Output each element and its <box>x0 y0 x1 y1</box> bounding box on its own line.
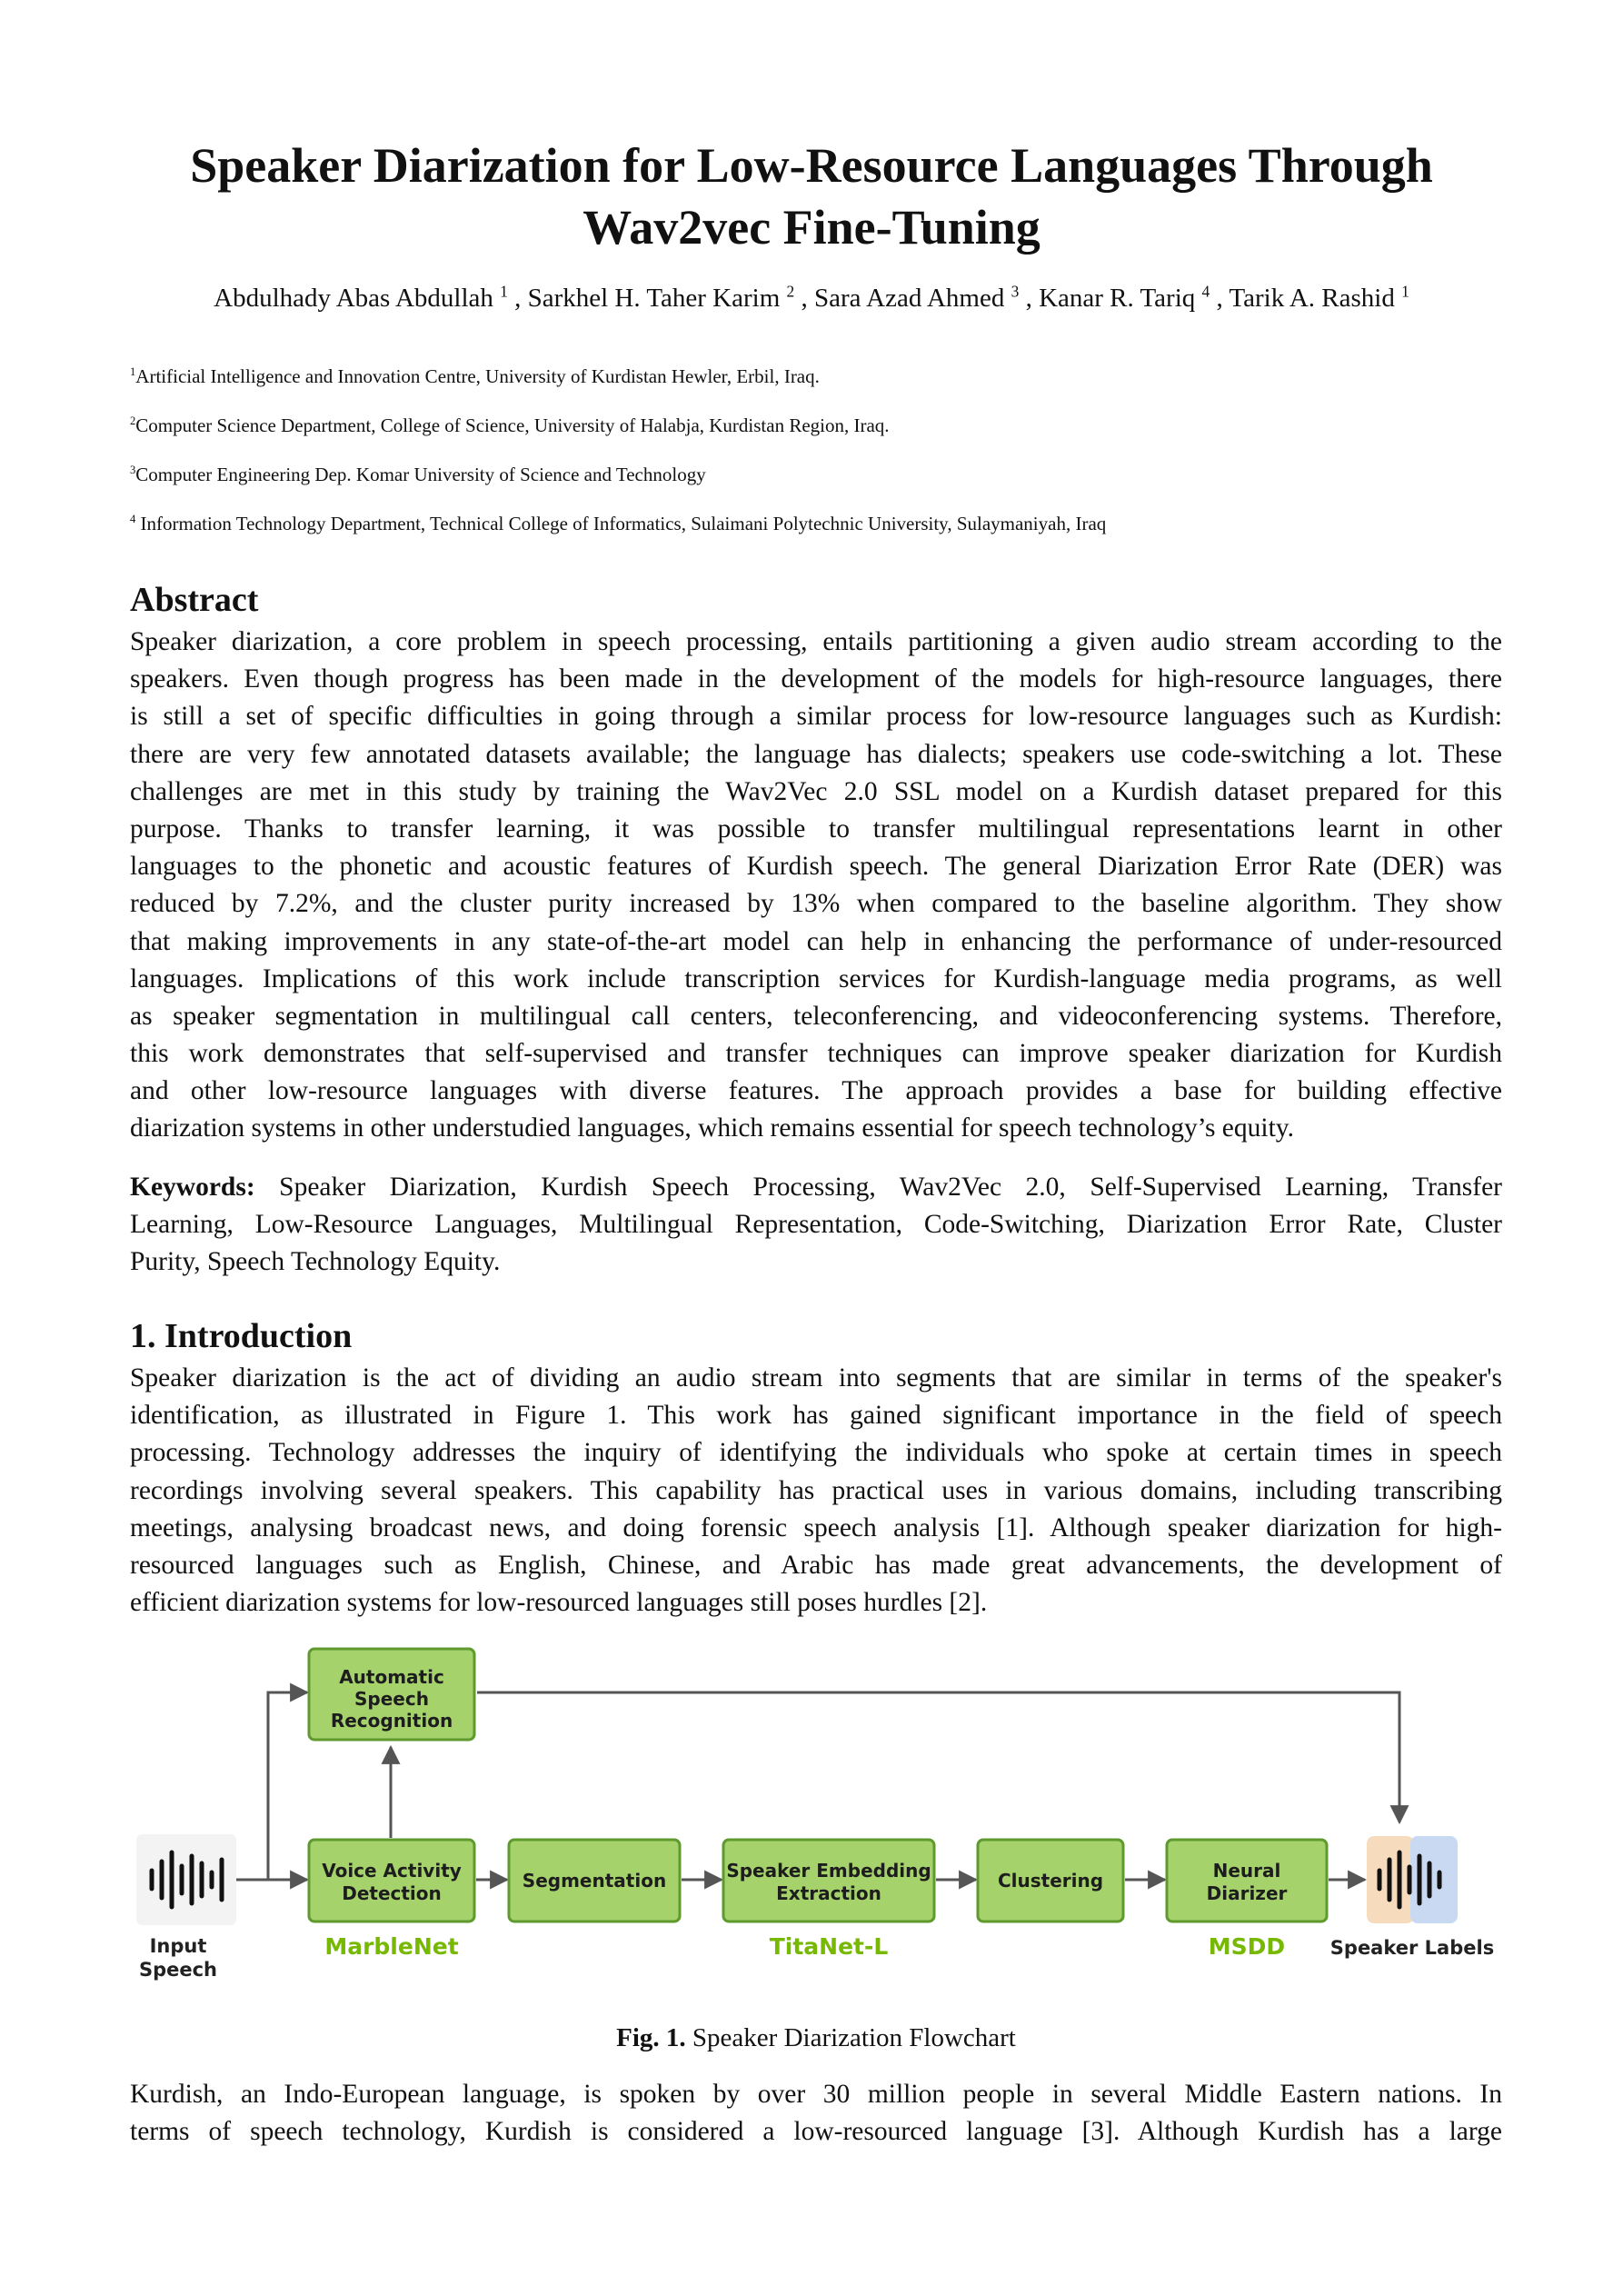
embedding-label-1: Speaker Embedding <box>726 1860 931 1882</box>
author-sup: 1 <box>1401 282 1409 301</box>
intro-line: meetings, analysing broadcast news, and doing forensic speech analysis [1]. Although speaker diarization for high- <box>130 1512 1502 1542</box>
author-name: Kanar R. Tariq <box>1039 284 1196 313</box>
keywords-text: Speaker Diarization, Kurdish Speech Processing, Wav2Vec 2.0, Self-Supervised Learning, Transfer <box>254 1173 1502 1202</box>
title-line-1: Speaker Diarization for Low-Resource Languages Through <box>190 138 1433 193</box>
abstract-line: diarization systems in other understudied languages, which remains essential for speech technology’s equity. <box>130 1113 1295 1143</box>
abstract-body <box>130 624 1502 1148</box>
author-name: Sarkhel H. Taher Karim <box>527 284 781 313</box>
keywords-label: Keywords: <box>130 1173 255 1202</box>
vad-label-1: Voice Activity <box>322 1860 462 1882</box>
affiliation-sup: 3 <box>130 464 136 476</box>
author-name: Abdulhady Abas Abdullah <box>214 284 493 313</box>
author-sup: 4 <box>1201 282 1210 301</box>
speaker-labels-waveform-icon <box>1367 1836 1458 1923</box>
author-sup: 1 <box>500 282 508 301</box>
intro-line: identification, as illustrated in Figure 1. This work has gained significant importance in the field of speech <box>130 1401 1502 1431</box>
keywords <box>130 1169 1502 1282</box>
abstract-line: languages to the phonetic and acoustic features of Kurdish speech. The general Diarization Error Rate (DER) was <box>130 852 1502 882</box>
abstract-line: is still a set of specific difficulties in going through a similar process for low-resource languages such as Kurdish: <box>130 702 1502 732</box>
affiliation-text: Information Technology Department, Technical College of Informatics, Sulaimani Polytechnic University, Sulaymaniyah, Iraq <box>135 513 1107 534</box>
kurdish-line: Kurdish, an Indo-European language, is spoken by over 30 million people in several Middle Eastern nations. In <box>130 2080 1502 2109</box>
asr-label-3: Recognition <box>330 1710 453 1732</box>
abstract-line: languages. Implications of this work include transcription services for Kurdish-language media programs, as well <box>130 963 1502 993</box>
abstract-line: there are very few annotated datasets available; the language has dialects; speakers use code-switching a lot. These <box>130 739 1502 769</box>
affiliation-text: Computer Science Department, College of Science, University of Halabja, Kurdistan Region, Iraq. <box>135 414 890 436</box>
paper-title <box>164 135 1459 258</box>
abstract-line: challenges are met in this study by training the Wav2Vec 2.0 SSL model on a Kurdish dataset prepared for this <box>130 776 1502 806</box>
asr-label-2: Speech <box>354 1688 429 1710</box>
abstract-heading: Abstract <box>130 581 259 619</box>
intro-line: recordings involving several speakers. This capability has practical uses in various domains, including transcribing <box>130 1475 1502 1505</box>
affiliation-text: Computer Engineering Dep. Komar University of Science and Technology <box>135 464 706 485</box>
model-msdd: MSDD <box>1208 1933 1286 1960</box>
neural-label-1: Neural <box>1212 1860 1281 1882</box>
affiliation-4 <box>130 511 1106 536</box>
speaker-labels-label: Speaker Labels <box>1329 1937 1495 1959</box>
title-line-2: Wav2vec Fine-Tuning <box>582 200 1041 255</box>
affiliation-sup: 2 <box>130 414 136 427</box>
abstract-line: this work demonstrates that self-supervised and transfer techniques can improve speaker diarization for Kurdish <box>130 1039 1502 1069</box>
intro-line: efficient diarization systems for low-resourced languages still poses hurdles [2]. <box>130 1588 988 1618</box>
abstract-line: and other low-resource languages with diverse features. The approach provides a base for building effective <box>130 1076 1502 1106</box>
embedding-label-2: Extraction <box>776 1882 881 1904</box>
neural-label-2: Diarizer <box>1206 1882 1288 1904</box>
keywords-line: Purity, Speech Technology Equity. <box>130 1247 501 1277</box>
intro-line: Speaker diarization is the act of dividing an audio stream into segments that are similar in terms of the speaker's <box>130 1363 1502 1393</box>
input-speech-waveform-icon <box>136 1834 236 1925</box>
abstract-line: that making improvements in any state-of-the-art model can help in enhancing the performance of under-resourced <box>130 926 1502 956</box>
author-list: Abdulhady Abas Abdullah $^1$ , Sarkhel H. Taher Karim $^2$ , Sara Azad Ahmed $^3$ , Kanar R. Tariq $^4$ , Tarik A. Rashid $^1$ <box>214 282 1409 313</box>
intro-line: processing. Technology addresses the inquiry of identifying the individuals who spoke at certain times in speech <box>130 1438 1502 1468</box>
arrow-asr-labels <box>477 1692 1399 1822</box>
author-name: Sara Azad Ahmed <box>813 284 1005 313</box>
vad-label-2: Detection <box>342 1882 442 1904</box>
asr-label-1: Automatic <box>339 1666 444 1688</box>
caption-text: Speaker Diarization Flowchart <box>685 2023 1016 2052</box>
arrow-input-asr <box>268 1692 307 1880</box>
segmentation-label: Segmentation <box>522 1870 667 1892</box>
affiliation-text: Artificial Intelligence and Innovation Centre, University of Kurdistan Hewler, Erbil, Iraq. <box>135 365 820 387</box>
affiliation-3 <box>130 462 706 487</box>
affiliation-2 <box>130 413 890 438</box>
author-sup: 3 <box>1011 282 1020 301</box>
figure-caption <box>130 2020 1502 2056</box>
keywords-line <box>130 1169 1502 1206</box>
intro-heading: 1. Introduction <box>130 1317 353 1355</box>
model-marblenet: MarbleNet <box>324 1933 459 1960</box>
abstract-line: as speaker segmentation in multilingual call centers, teleconferencing, and videoconferencing systems. Therefore, <box>130 1001 1502 1031</box>
clustering-label: Clustering <box>997 1870 1104 1892</box>
abstract-line: reduced by 7.2%, and the cluster purity increased by 13% when compared to the baseline algorithm. They show <box>130 889 1502 919</box>
affiliation-1 <box>130 364 820 389</box>
affiliation-sup: 1 <box>130 365 136 378</box>
author-sup: 2 <box>786 282 795 301</box>
keywords-line: Learning, Low-Resource Languages, Multilingual Representation, Code-Switching, Diarization Error Rate, Cluster <box>130 1210 1502 1240</box>
abstract-line: purpose. Thanks to transfer learning, it was possible to transfer multilingual representations learnt in other <box>130 814 1502 844</box>
affiliation-sup: 4 <box>130 513 136 525</box>
abstract-line: Speaker diarization, a core problem in speech processing, entails partitioning a given audio stream according to the <box>130 627 1502 656</box>
input-label-2: Speech <box>138 1959 218 1981</box>
abstract-line: speakers. Even though progress has been made in the development of the models for high-resource languages, there <box>130 664 1502 694</box>
model-titanet: TitaNet-L <box>769 1933 889 1960</box>
diarization-flowchart <box>127 1645 1508 1991</box>
intro-body <box>130 1360 1502 1622</box>
caption-label: Fig. 1. <box>616 2023 686 2052</box>
intro-line: resourced languages such as English, Chinese, and Arabic has made great advancements, the development of <box>130 1550 1502 1580</box>
kurdish-line: terms of speech technology, Kurdish is considered a low-resourced language [3]. Although Kurdish has a large <box>130 2117 1502 2147</box>
author-name: Tarik A. Rashid <box>1229 284 1395 313</box>
input-label-1: Input <box>149 1935 207 1957</box>
kurdish-paragraph <box>130 2076 1502 2151</box>
